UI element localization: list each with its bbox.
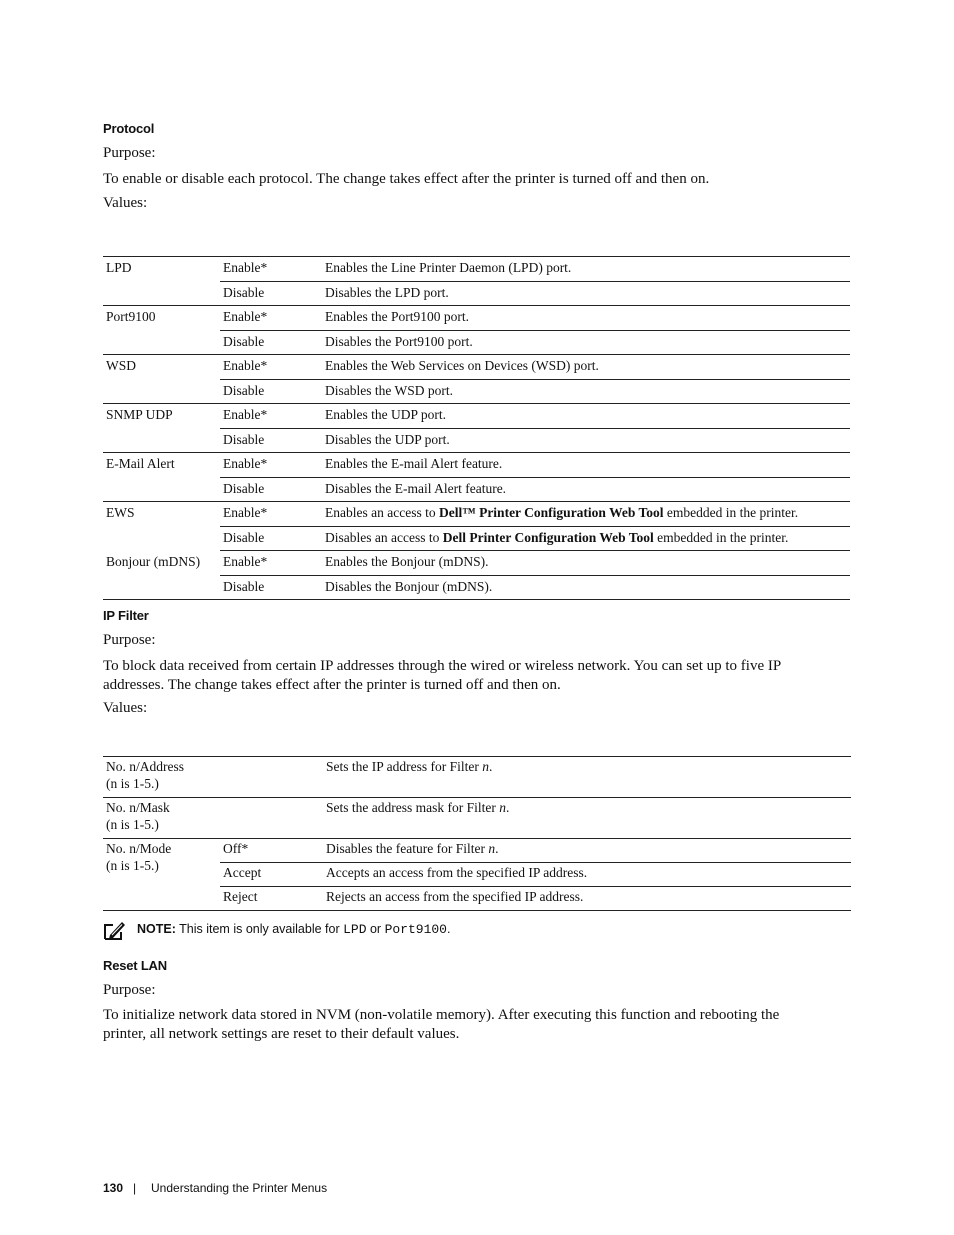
table-row (103, 306, 850, 331)
page-number: 130 (103, 1181, 124, 1195)
protocol-name: Bonjour (mDNS) (103, 551, 220, 600)
note-code-lpd: LPD (343, 922, 367, 937)
ip-filter-heading: IP Filter (103, 608, 149, 623)
reset-lan-purpose-line2: printer, all network settings are reset to their default values. (103, 1026, 460, 1042)
protocol-desc-disable: Disables the LPD port. (321, 281, 850, 306)
protocol-purpose-label: Purpose: (103, 145, 156, 161)
protocol-name: EWS (106, 505, 135, 520)
protocol-desc-disable: Disables the E-mail Alert feature. (321, 477, 850, 502)
protocol-value-enable: Enable* (220, 453, 321, 478)
protocol-desc-enable: Enables the E-mail Alert feature. (321, 453, 850, 478)
protocol-desc-disable: Disables the Port9100 port. (321, 330, 850, 355)
table-row (103, 257, 850, 282)
reset-lan-purpose-label: Purpose: (103, 982, 156, 998)
protocol-desc-disable: Disables the UDP port. (321, 428, 850, 453)
ip-filter-reject: Reject (220, 887, 322, 911)
protocol-table (103, 256, 850, 600)
table-row (103, 502, 850, 527)
table-row (103, 355, 850, 380)
protocol-name: LPD (103, 257, 220, 306)
note-pencil-icon (104, 921, 126, 940)
protocol-value-enable: Enable* (220, 551, 321, 576)
ip-filter-address-name: No. n/Address (n is 1-5.) (103, 757, 220, 798)
protocol-value-disable: Disable (220, 330, 321, 355)
ip-filter-mask-name: No. n/Mask (n is 1-5.) (103, 798, 220, 839)
protocol-desc-enable: Enables the UDP port. (321, 404, 850, 429)
protocol-desc-enable: Enables the Line Printer Daemon (LPD) port. (321, 257, 850, 282)
protocol-desc-disable: Disables the Bonjour (mDNS). (321, 575, 850, 600)
ip-filter-accept: Accept (220, 863, 322, 887)
note: NOTE: This item is only available for LPD or Port9100. (137, 922, 451, 937)
ip-filter-table (103, 756, 851, 911)
ip-filter-purpose-label: Purpose: (103, 632, 156, 648)
table-row (103, 551, 850, 576)
protocol-heading: Protocol (103, 121, 155, 136)
protocol-value-disable: Disable (220, 477, 321, 502)
table-row (103, 757, 851, 798)
note-label: NOTE: (137, 922, 176, 936)
note-code-port9100: Port9100 (384, 922, 447, 937)
ip-filter-purpose-line1: To block data received from certain IP addresses through the wired or wireless network. You can set up to five IP (103, 658, 782, 674)
table-row (103, 453, 850, 478)
protocol-desc-enable: Enables the Port9100 port. (321, 306, 850, 331)
table-row (103, 839, 851, 863)
ip-filter-purpose-line2: addresses. The change takes effect after the printer is turned off and then on. (103, 677, 561, 693)
ip-filter-mode-name: No. n/Mode (n is 1-5.) (103, 839, 220, 911)
protocol-value-enable: Enable* (220, 306, 321, 331)
protocol-desc-disable: Disables the WSD port. (321, 379, 850, 404)
protocol-values-label: Values: (103, 195, 148, 211)
protocol-value-disable: Disable (220, 379, 321, 404)
protocol-value-enable: Enable* (220, 502, 321, 527)
ip-filter-address-desc: Sets the IP address for Filter n. (322, 757, 851, 798)
ip-filter-values-label: Values: (103, 700, 148, 716)
ip-filter-off: Off* (220, 839, 322, 863)
protocol-desc-enable: Enables an access to Dell™ Printer Configuration Web Tool embedded in the printer. (321, 502, 850, 527)
ip-filter-accept-desc: Accepts an access from the specified IP address. (322, 863, 851, 887)
protocol-purpose-text: To enable or disable each protocol. The change takes effect after the printer is turned off and then on. (103, 171, 710, 187)
reset-lan-purpose-line1: To initialize network data stored in NVM (non-volatile memory). After executing this function and rebooting the (103, 1007, 780, 1023)
protocol-name: WSD (103, 355, 220, 404)
protocol-value-disable: Disable (220, 526, 321, 551)
protocol-desc-enable: Enables the Web Services on Devices (WSD) port. (321, 355, 850, 380)
protocol-value-disable: Disable (220, 575, 321, 600)
protocol-value-enable: Enable* (220, 355, 321, 380)
table-row (103, 798, 851, 839)
reset-lan-heading: Reset LAN (103, 958, 167, 973)
protocol-value-enable: Enable* (220, 257, 321, 282)
protocol-value-disable: Disable (220, 281, 321, 306)
protocol-value-disable: Disable (220, 428, 321, 453)
protocol-name: Port9100 (103, 306, 220, 355)
protocol-value-enable: Enable* (220, 404, 321, 429)
ip-filter-reject-desc: Rejects an access from the specified IP address. (322, 887, 851, 911)
footer-separator: | (133, 1181, 137, 1195)
footer-section: Understanding the Printer Menus (151, 1181, 328, 1195)
ip-filter-off-desc: Disables the feature for Filter n. (322, 839, 851, 863)
protocol-desc-disable: Disables an access to Dell Printer Configuration Web Tool embedded in the printer. (321, 526, 850, 551)
table-row (103, 404, 850, 429)
protocol-desc-enable: Enables the Bonjour (mDNS). (321, 551, 850, 576)
protocol-name: E-Mail Alert (103, 453, 220, 502)
ip-filter-mask-desc: Sets the address mask for Filter n. (322, 798, 851, 839)
protocol-name: SNMP UDP (103, 404, 220, 453)
